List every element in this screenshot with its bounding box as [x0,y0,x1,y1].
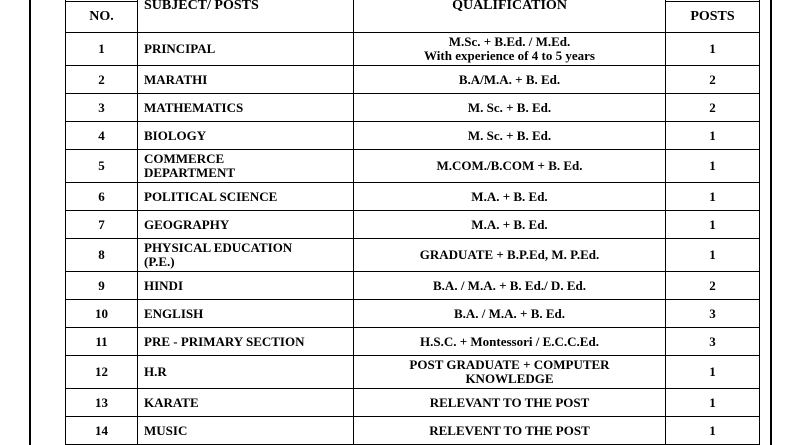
header-sr-bottom: NO. [66,2,138,33]
row-qualification [354,356,666,389]
row-subject [138,328,354,356]
row-posts: 1 [666,417,760,445]
table-row [66,389,760,417]
row-number: 4 [66,122,138,150]
row-qualification [354,33,666,66]
subject-line: DEPARTMENT [144,165,236,180]
row-qualification [354,150,666,183]
page-frame-right [770,0,772,445]
row-subject [138,211,354,239]
row-subject [138,33,354,66]
row-subject [138,239,354,272]
row-qualification [354,211,666,239]
qualification-line: M.COM./B.COM + B. Ed. [436,158,583,173]
row-number: 10 [66,300,138,328]
table-body [66,33,760,445]
row-number: 8 [66,239,138,272]
qualification-line: M.A. + B. Ed. [471,188,548,204]
row-qualification [354,183,666,211]
row-subject [138,122,354,150]
subject-line: PRE - PRIMARY SECTION [144,333,305,349]
row-number: 3 [66,94,138,122]
subject-line: MUSIC [144,422,188,438]
table-header-row [66,0,760,2]
row-subject [138,417,354,445]
row-number: 12 [66,356,138,389]
subject-line: MARATHI [144,71,208,87]
row-number: 2 [66,66,138,94]
row-subject [138,66,354,94]
table-row [66,150,760,183]
row-subject [138,150,354,183]
qualification-line: M. Sc. + B. Ed. [467,127,552,143]
table-row [66,239,760,272]
vacancy-table [65,0,760,445]
row-qualification [354,300,666,328]
qualification-line: RELEVENT TO THE POST [429,422,590,438]
subject-line: PHYSICAL EDUCATION [144,240,293,255]
row-posts: 1 [666,122,760,150]
row-qualification [354,239,666,272]
subject-line: POLITICAL SCIENCE [144,188,278,204]
row-number: 1 [66,33,138,66]
row-qualification [354,66,666,94]
row-number: 9 [66,272,138,300]
row-posts: 1 [666,356,760,389]
row-qualification [354,389,666,417]
row-qualification [354,94,666,122]
row-number: 14 [66,417,138,445]
table-row [66,272,760,300]
row-number: 13 [66,389,138,417]
row-qualification [354,417,666,445]
qualification-line: H.S.C. + Montessori / E.C.C.Ed. [420,333,599,349]
row-posts: 3 [666,300,760,328]
row-qualification [354,328,666,356]
table-row [66,94,760,122]
page-frame-left [29,0,31,445]
qualification-line: With experience of 4 to 5 years [424,48,595,63]
table-row [66,356,760,389]
table-row [66,33,760,66]
qualification-line: M. Sc. + B. Ed. [467,99,552,115]
table-row [66,66,760,94]
subject-line: HINDI [144,277,184,293]
row-posts: 2 [666,272,760,300]
qualification-line: B.A/M.A. + B. Ed. [458,71,561,87]
table-row [66,183,760,211]
header-posts-bottom: POSTS [666,2,760,33]
subject-line: GEOGRAPHY [144,216,230,232]
subject-line: H.R [144,364,167,379]
qualification-line: GRADUATE + B.P.Ed, M. P.Ed. [419,247,600,262]
row-subject [138,300,354,328]
row-posts: 3 [666,328,760,356]
subject-line: BIOLOGY [144,127,207,143]
row-posts: 1 [666,211,760,239]
table-row [66,122,760,150]
row-subject [138,389,354,417]
row-number: 5 [66,150,138,183]
table-row [66,417,760,445]
qualification-line: B.A. / M.A. + B. Ed. [453,305,566,321]
header-subject: SUBJECT/ POSTS [138,0,354,33]
table-row [66,211,760,239]
row-posts: 1 [666,183,760,211]
qualification-line: B.A. / M.A. + B. Ed./ D. Ed. [433,277,586,293]
table-row [66,328,760,356]
row-qualification [354,272,666,300]
qualification-line: M.A. + B. Ed. [471,216,548,232]
qualification-line: KNOWLEDGE [465,371,554,386]
row-number: 6 [66,183,138,211]
table-row [66,300,760,328]
subject-line: ENGLISH [144,305,204,321]
row-number: 11 [66,328,138,356]
row-posts: 1 [666,389,760,417]
subject-line: (P.E.) [144,254,175,269]
qualification-line: POST GRADUATE + COMPUTER [409,357,610,372]
row-posts: 1 [666,150,760,183]
qualification-line: RELEVANT TO THE POST [429,394,590,410]
row-posts: 2 [666,94,760,122]
row-subject [138,94,354,122]
header-qualification: QUALIFICATION [354,0,666,33]
subject-line: COMMERCE [144,151,225,166]
row-posts: 1 [666,239,760,272]
row-subject [138,356,354,389]
row-subject [138,183,354,211]
subject-line: KARATE [144,394,199,410]
row-posts: 1 [666,33,760,66]
subject-line: MATHEMATICS [144,99,244,115]
qualification-line: M.Sc. + B.Ed. / M.Ed. [448,34,571,49]
row-posts: 2 [666,66,760,94]
row-qualification [354,122,666,150]
row-number: 7 [66,211,138,239]
subject-line: PRINCIPAL [144,41,216,56]
row-subject [138,272,354,300]
